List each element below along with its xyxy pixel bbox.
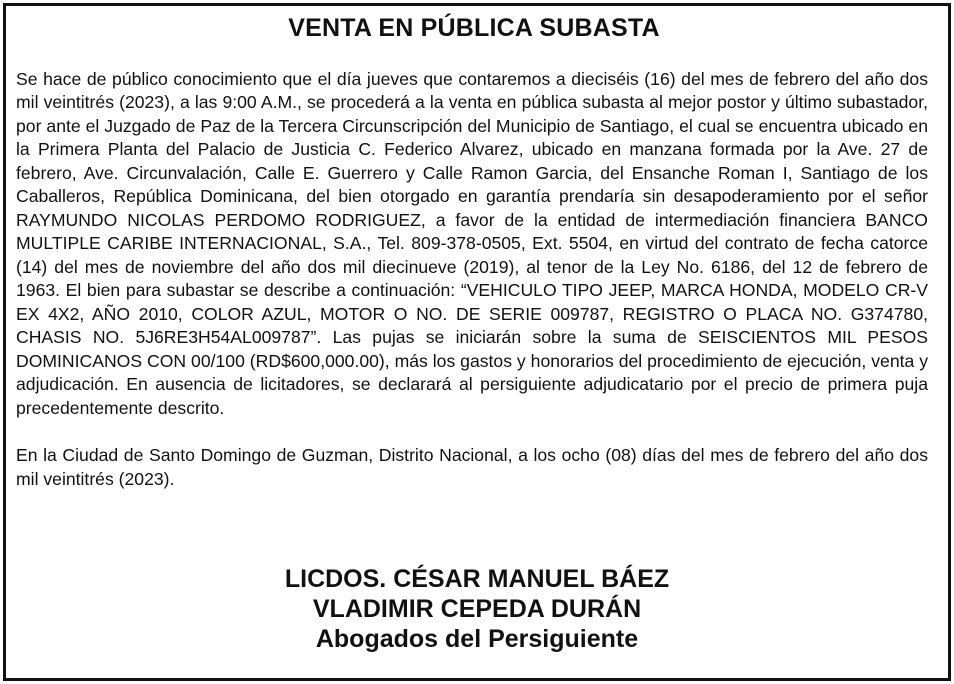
notice-paragraph-1: Se hace de público conocimiento que el día jueves que contaremos a dieciséis (16) del mes de febrero del año dos mil veintitrés (2023), a las 9:00 A.M., se procederá a la venta en pública subasta al mejor postor y último subastador, por ante el Juzgado de Paz de la Tercera Circunscripción del Municipio de Santiago, el cual se encuentra ubicado en la Primera Planta del Palacio de Justicia C. Federico Alvarez, ubicado en manzana formada por la Ave. 27 de febrero, Ave. Circunvalación, Calle E. Guerrero y Calle Ramon Garcia, del Ensanche Roman I, Santiago de los Caballeros, República Dominicana, del bien otorgado en garantía prendaría sin desapoderamiento por el señor RAYMUNDO NICOLAS PERDOMO RODRIGUEZ, a favor de la entidad de intermediación financiera BANCO MULTIPLE CARIBE INTERNACIONAL, S.A., Tel. 809-378-0505, Ext. 5504, en virtud del contrato de fecha catorce (14) del mes de noviembre del año dos mil diecinueve (2019), al tenor de la Ley No. 6186, del 12 de febrero de 1963. El bien para subastar se describe a continuación: “VEHICULO TIPO JEEP, MARCA HONDA, MODELO CR-V EX 4X2, AÑO 2010, COLOR AZUL, MOTOR O NO. DE SERIE 009787, REGISTRO O PLACA NO. G374780, CHASIS NO. 5J6RE3H54AL009787”. Las pujas se iniciarán sobre la suma de SEISCIENTOS MIL PESOS DOMINICANOS CON 00/100 (RD$600,000.00), más los gastos y honorarios del procedimiento de ejecución, venta y adjudicación. En ausencia de licitadores, se declarará al persiguiente adjudicatario por el precio de primera puja precedentemente descrito.	[16, 69, 928, 418]
notice-title: VENTA EN PÚBLICA SUBASTA	[288, 14, 660, 42]
notice-paragraph-2: En la Ciudad de Santo Domingo de Guzman, Distrito Nacional, a los ocho (08) días del mes de febrero del año dos mil veintitrés (2023).	[16, 445, 928, 489]
signature-line-3: Abogados del Persiguiente	[315, 625, 639, 653]
signature-line-2: VLADIMIR CEPEDA DURÁN	[312, 595, 642, 623]
signature-block	[0, 564, 954, 654]
notice-body	[16, 68, 928, 491]
signature-line-1: LICDOS. CÉSAR MANUEL BÁEZ	[284, 565, 670, 593]
